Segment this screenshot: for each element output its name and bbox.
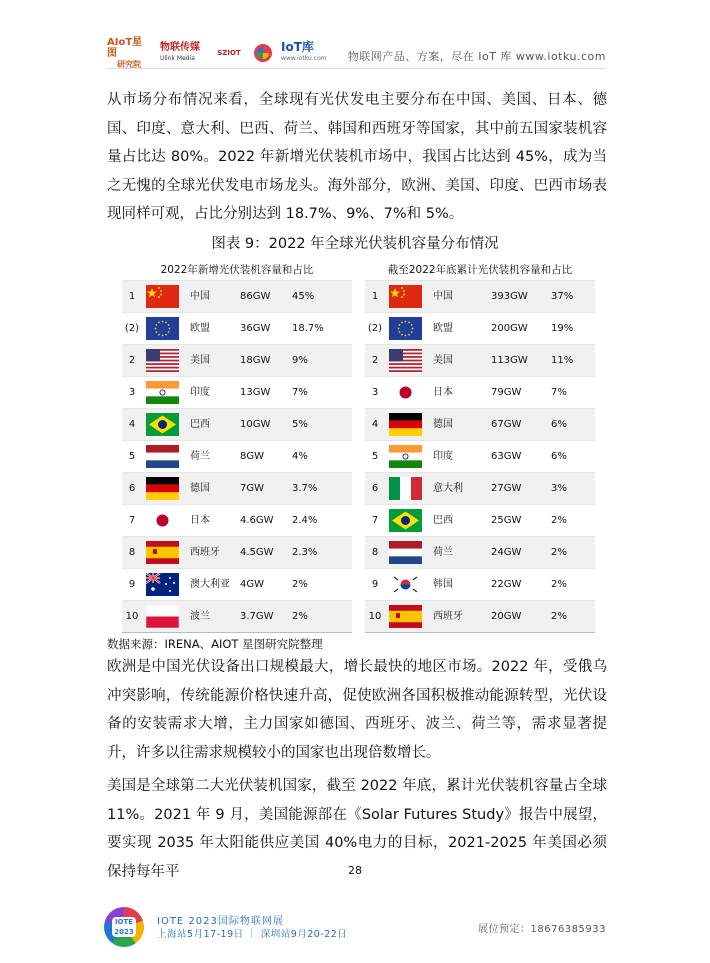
table-row [365, 536, 595, 568]
table-row [122, 600, 352, 632]
share-cell: 6% [551, 419, 567, 430]
capacity-cell: 63GW [491, 451, 522, 462]
rank-cell: 2 [371, 355, 379, 366]
kr-flag-icon [389, 573, 422, 596]
header-divider [107, 68, 606, 69]
capacity-cell: 13GW [240, 387, 271, 398]
rank-cell: 5 [371, 451, 379, 462]
paragraph-usa: 美国是全球第二大光伏装机国家，截至 2022 年底，累计光伏装机容量占全球 11%。2021 年 9 月，美国能源部在《Solar Futures Study》报告中展望，要实现 2035 年太阳能供应美国 40%电力的目标，2021-2025 年美国必须保持每年平 [107, 778, 607, 880]
table-row [365, 504, 595, 536]
country-name-cell: 美国 [190, 355, 210, 366]
share-cell: 45% [292, 291, 315, 302]
capacity-cell: 8GW [240, 451, 264, 462]
table-row [122, 536, 352, 568]
table-cumulative-installations [365, 260, 595, 633]
expo-name: IOTE 2023国际物联网展 [157, 916, 284, 927]
table-row [122, 472, 352, 504]
rank-cell: 9 [371, 579, 379, 590]
country-name-cell: 澳大利亚 [190, 579, 230, 590]
share-cell: 2% [292, 579, 308, 590]
table-row [122, 568, 352, 600]
page-header [0, 0, 710, 69]
capacity-cell: 4.5GW [240, 547, 274, 558]
country-name-cell: 欧盟 [433, 323, 453, 334]
share-cell: 3% [551, 483, 567, 494]
iote-circle-logo-icon [254, 44, 272, 62]
booth-contact: 展位预定：18676385933 [478, 924, 606, 935]
share-cell: 2.3% [292, 547, 318, 558]
country-name-cell: 荷兰 [190, 451, 210, 462]
expo-dates: 上海站5月17-19日 ｜ 深圳站9月20-22日 [157, 929, 348, 940]
table-row [122, 280, 352, 312]
wulian-logo-text: 物联传媒 [160, 42, 200, 53]
share-cell: 7% [551, 387, 567, 398]
table-title-new: 2022年新增光伏装机容量和占比 [160, 264, 314, 276]
capacity-cell: 86GW [240, 291, 271, 302]
aiot-logo-text: AIoT星图 [107, 36, 143, 59]
share-cell: 19% [551, 323, 574, 334]
rank-cell: 10 [368, 611, 382, 622]
table-body-cumulative [365, 280, 595, 632]
capacity-cell: 27GW [491, 483, 522, 494]
us-flag-icon [146, 349, 179, 372]
page-number: 28 [348, 864, 362, 877]
rank-cell: 6 [128, 483, 136, 494]
es-flag-icon [146, 541, 179, 564]
rank-cell: 10 [125, 611, 139, 622]
country-name-cell: 巴西 [433, 515, 453, 526]
table-row [365, 568, 595, 600]
country-name-cell: 德国 [433, 419, 453, 430]
paragraph-europe: 欧洲是中国光伏设备出口规模最大，增长最快的地区市场。2022 年，受俄乌冲突影响，传统能源价格快速升高，促使欧洲各国积极推动能源转型，光伏设备的安装需求大增，主力国家如德国、西班牙、波兰、荷兰等，需求显著提升，许多以往需求规模较小的国家也出现倍数增长。 [107, 659, 607, 761]
capacity-cell: 4.6GW [240, 515, 274, 526]
rank-cell: 2 [128, 355, 136, 366]
country-name-cell: 韩国 [433, 579, 453, 590]
rank-cell: 7 [371, 515, 379, 526]
it-flag-icon [389, 477, 422, 500]
share-cell: 11% [551, 355, 574, 366]
rank-cell: 3 [128, 387, 136, 398]
country-name-cell: 巴西 [190, 419, 210, 430]
figure-caption: 图表 9：2022 年全球光伏装机容量分布情况 [211, 236, 499, 252]
share-cell: 2.4% [292, 515, 318, 526]
table-body-new [122, 280, 352, 632]
capacity-cell: 113GW [491, 355, 528, 366]
table-row [365, 440, 595, 472]
rank-cell: 4 [128, 419, 136, 430]
share-cell: 7% [292, 387, 308, 398]
table-row [122, 408, 352, 440]
share-cell: 2% [551, 611, 567, 622]
share-cell: 18.7% [292, 323, 324, 334]
capacity-cell: 36GW [240, 323, 271, 334]
table-row [365, 472, 595, 504]
capacity-cell: 22GW [491, 579, 522, 590]
share-cell: 2% [551, 515, 567, 526]
table-row [122, 344, 352, 376]
country-name-cell: 德国 [190, 483, 210, 494]
br-flag-icon [389, 509, 422, 532]
table-title-cumulative: 截至2022年底累计光伏装机容量和占比 [387, 264, 573, 276]
iotku-logo [281, 42, 325, 64]
header-logos [107, 36, 327, 69]
table-bottom-rule [365, 632, 595, 633]
header-slogan: 物联网产品、方案，尽在 IoT 库 www.iotku.com [347, 50, 606, 63]
table-row [365, 344, 595, 376]
share-cell: 4% [292, 451, 308, 462]
iote-expo-logo-text: IOTE 2023 [112, 917, 136, 937]
es-flag-icon [389, 605, 422, 628]
share-cell: 2% [551, 547, 567, 558]
de-flag-icon [146, 477, 179, 500]
capacity-cell: 10GW [240, 419, 271, 430]
table-row [122, 504, 352, 536]
pl-flag-icon [146, 605, 179, 628]
country-name-cell: 日本 [433, 387, 453, 398]
capacity-cell: 25GW [491, 515, 522, 526]
data-source-note: 数据来源：IRENA、AIOT 星图研究院整理 [107, 637, 323, 651]
rank-cell: 6 [371, 483, 379, 494]
capacity-cell: 20GW [491, 611, 522, 622]
share-cell: 2% [292, 611, 308, 622]
rank-cell: 7 [128, 515, 136, 526]
capacity-cell: 24GW [491, 547, 522, 558]
rank-cell: 1 [371, 291, 379, 302]
capacity-cell: 7GW [240, 483, 264, 494]
share-cell: 2% [551, 579, 567, 590]
share-cell: 9% [292, 355, 308, 366]
capacity-cell: 4GW [240, 579, 264, 590]
capacity-cell: 18GW [240, 355, 271, 366]
capacity-cell: 393GW [491, 291, 528, 302]
nl-flag-icon [389, 541, 422, 564]
share-cell: 5% [292, 419, 308, 430]
eu-flag-icon [389, 317, 422, 340]
page-footer [0, 895, 710, 963]
iote-expo-logo-icon [104, 907, 144, 947]
jp-flag-icon [389, 381, 422, 404]
sziot-logo [213, 48, 245, 59]
table-row [365, 408, 595, 440]
country-name-cell: 中国 [433, 291, 453, 302]
rank-cell: 9 [128, 579, 136, 590]
in-flag-icon [146, 381, 179, 404]
wulian-logo [160, 42, 204, 64]
capacity-cell: 67GW [491, 419, 522, 430]
table-row [122, 440, 352, 472]
iotku-logo-sub: www.iotku.com [281, 55, 327, 62]
share-cell: 37% [551, 291, 574, 302]
cn-flag-icon [146, 285, 179, 308]
country-name-cell: 印度 [433, 451, 453, 462]
aiot-logo-sub: 研究院 [117, 59, 141, 69]
paragraph-market-distribution: 从市场分布情况来看，全球现有光伏发电主要分布在中国、美国、日本、德国、印度、意大利、巴西、荷兰、韩国和西班牙等国家，其中前五国家装机容量占比达 80%。2022 年新增光伏装机市场中，我国占比达到 45%，成为当之无愧的全球光伏发电市场龙头。海外部分，欧洲、美国、印度、巴西市场表现同样可观，占比分别达到 18.7%、9%、7%和 5%。 [107, 92, 607, 222]
share-cell: 3.7% [292, 483, 318, 494]
cn-flag-icon [389, 285, 422, 308]
us-flag-icon [389, 349, 422, 372]
wulian-logo-sub: Ulink Media [160, 55, 195, 62]
rank-cell: 1 [128, 291, 136, 302]
in-flag-icon [389, 445, 422, 468]
br-flag-icon [146, 413, 179, 436]
country-name-cell: 中国 [190, 291, 210, 302]
rank-cell: 8 [371, 547, 379, 558]
rank-cell: (2) [124, 323, 140, 334]
table-row [122, 312, 352, 344]
rank-cell: (2) [367, 323, 383, 334]
eu-flag-icon [146, 317, 179, 340]
nl-flag-icon [146, 445, 179, 468]
country-name-cell: 美国 [433, 355, 453, 366]
capacity-cell: 3.7GW [240, 611, 274, 622]
country-name-cell: 西班牙 [190, 547, 220, 558]
sziot-logo-text: SZIOT [217, 48, 241, 57]
share-cell: 6% [551, 451, 567, 462]
jp-flag-icon [146, 509, 179, 532]
table-row [365, 280, 595, 312]
table-new-installations [122, 260, 352, 633]
rank-cell: 3 [371, 387, 379, 398]
rank-cell: 5 [128, 451, 136, 462]
table-bottom-rule [122, 632, 352, 633]
aiot-logo [107, 37, 151, 70]
country-name-cell: 西班牙 [433, 611, 463, 622]
table-row [365, 312, 595, 344]
country-name-cell: 欧盟 [190, 323, 210, 334]
table-row [365, 376, 595, 408]
country-name-cell: 印度 [190, 387, 210, 398]
country-name-cell: 波兰 [190, 611, 210, 622]
country-name-cell: 荷兰 [433, 547, 453, 558]
rank-cell: 4 [371, 419, 379, 430]
rank-cell: 8 [128, 547, 136, 558]
capacity-cell: 79GW [491, 387, 522, 398]
table-row [122, 376, 352, 408]
iotku-logo-text: IoT库 [281, 40, 314, 54]
de-flag-icon [389, 413, 422, 436]
capacity-cell: 200GW [491, 323, 528, 334]
country-name-cell: 意大利 [433, 483, 463, 494]
table-row [365, 600, 595, 632]
au-flag-icon [146, 573, 179, 596]
country-name-cell: 日本 [190, 515, 210, 526]
